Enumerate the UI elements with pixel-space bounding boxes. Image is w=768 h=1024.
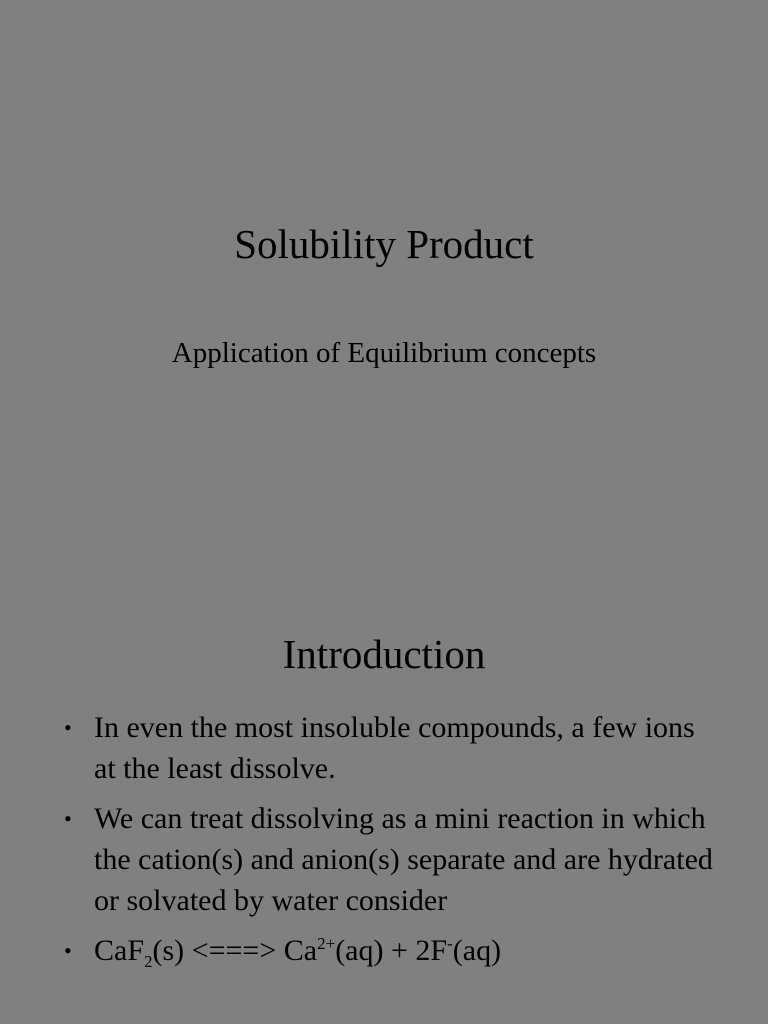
bullet-icon: • <box>64 806 72 831</box>
bullet-icon: • <box>64 715 72 740</box>
bullet-icon: • <box>64 938 72 963</box>
equation-part: CaF <box>94 934 145 967</box>
equation-subscript: 2 <box>144 952 153 971</box>
bullet-item <box>0 798 768 921</box>
bullet-text: In even the most insoluble compounds, a few ions at the least dissolve. <box>94 711 695 785</box>
slide-title: Solubility Product <box>234 221 534 267</box>
bullet-item-equation <box>0 930 768 971</box>
equation-text <box>94 934 502 971</box>
introduction-slide <box>0 560 768 1024</box>
bullet-text: We can treat dissolving as a mini reaction in which the cation(s) and anion(s) separate and are hydrated or solvated by water consider <box>94 802 713 917</box>
equation-part: (s) <===> Ca <box>152 934 318 967</box>
equation-superscript: - <box>447 934 453 953</box>
bullet-list <box>0 707 768 980</box>
slide-subtitle: Application of Equilibrium concepts <box>171 337 597 369</box>
equation-part: (aq) <box>452 934 502 967</box>
equation-part: (aq) + 2F <box>335 934 448 967</box>
equation-superscript: 2+ <box>317 934 336 953</box>
bullet-item <box>0 707 768 789</box>
slide-title: Introduction <box>282 631 486 677</box>
